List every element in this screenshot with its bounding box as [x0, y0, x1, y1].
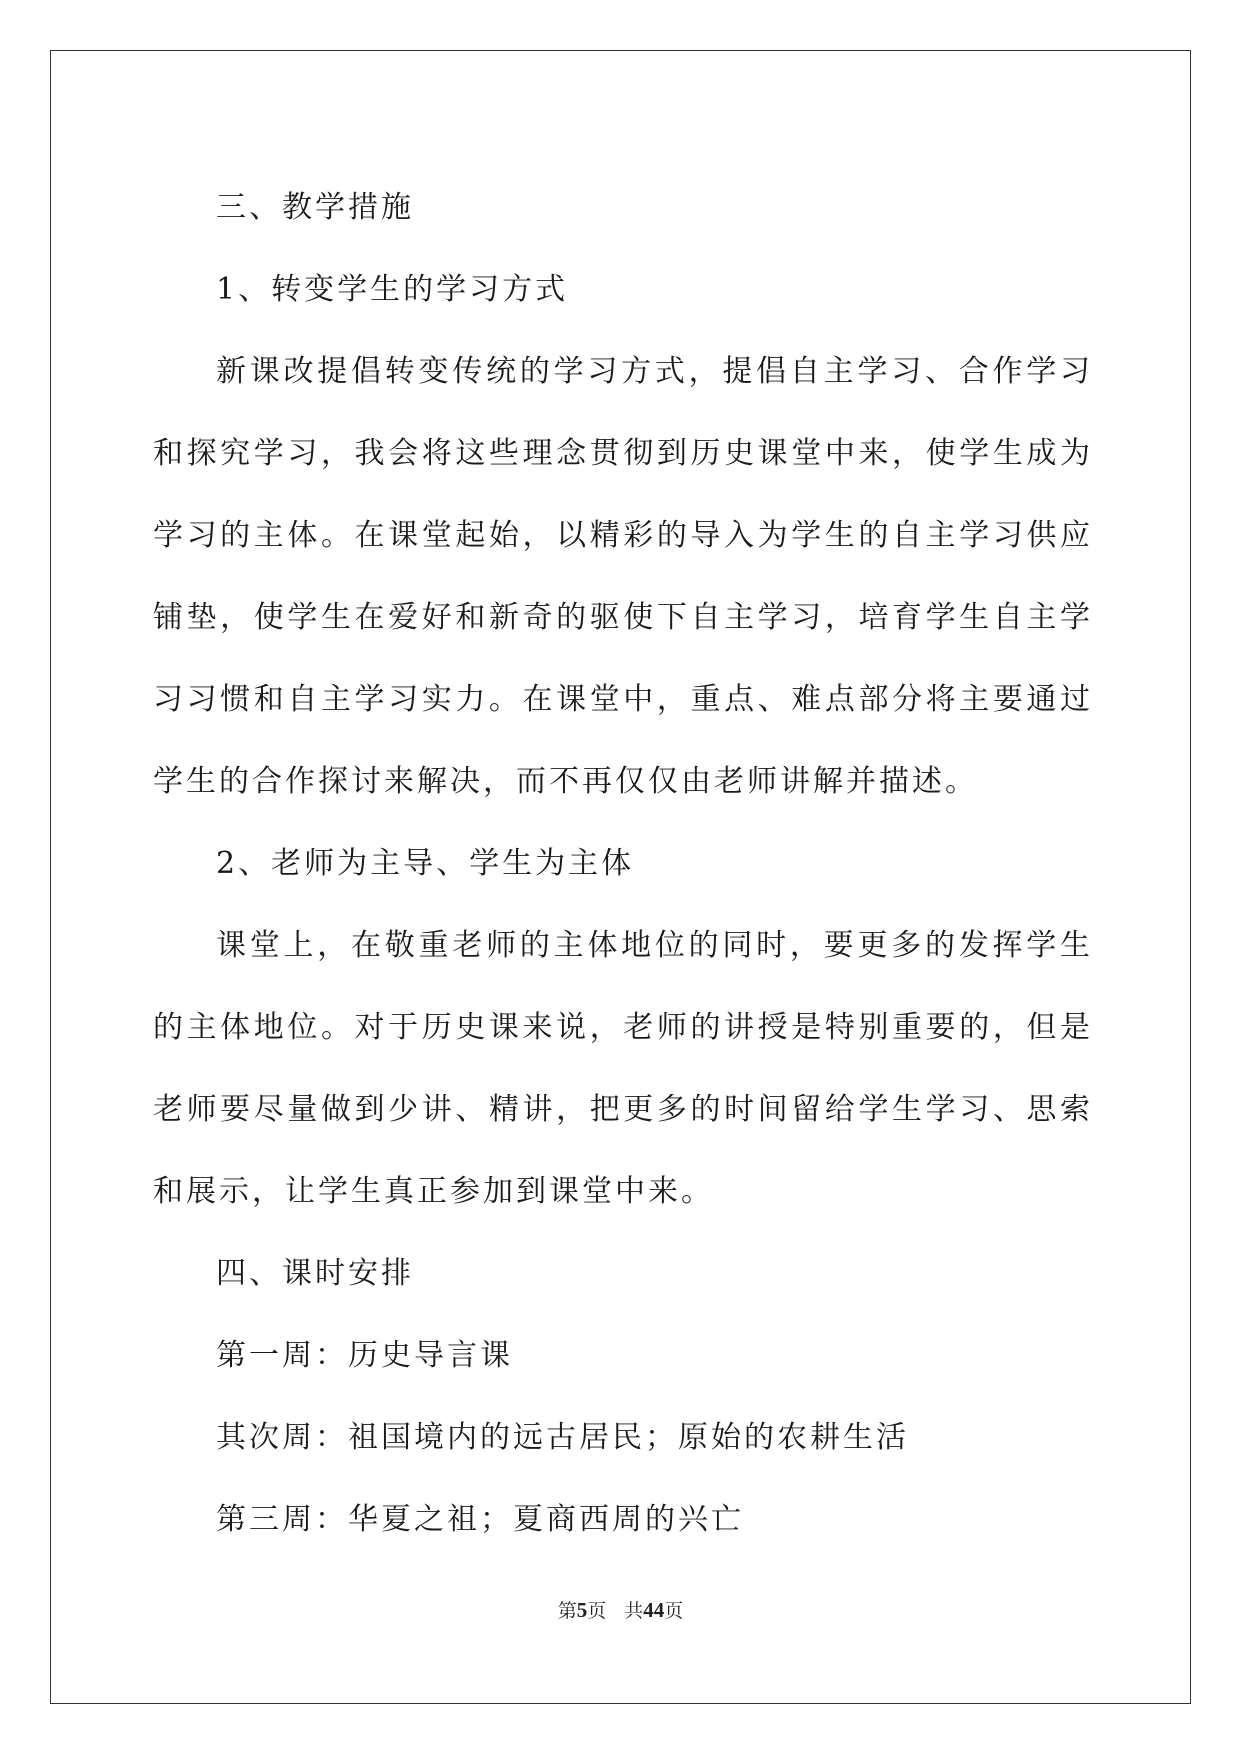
subheading-teacher-student-roles: 2、老师为主导、学生为主体 — [216, 846, 635, 881]
page-current-number: 5 — [576, 1598, 588, 1622]
schedule-week-3: 第三周：华夏之祖；夏商西周的兴亡 — [216, 1502, 744, 1537]
section-heading-teaching-measures: 三、教学措施 — [216, 190, 414, 225]
page-total-number: 44 — [643, 1598, 665, 1622]
total-prefix: 共 — [624, 1600, 644, 1622]
schedule-week-1: 第一周：历史导言课 — [216, 1338, 513, 1373]
document-body — [153, 167, 1093, 1561]
total-suffix: 页 — [664, 1600, 684, 1622]
page-prefix: 第 — [557, 1600, 577, 1622]
subheading-learning-method: 1、转变学生的学习方式 — [216, 272, 569, 307]
page-footer — [0, 1596, 1241, 1623]
page-suffix: 页 — [587, 1600, 607, 1622]
paragraph-learning-method: 新课改提倡转变传统的学习方式，提倡自主学习、合作学习和探究学习，我会将这些理念贯彻到历史课堂中来，使学生成为学习的主体。在课堂起始，以精彩的导入为学生的自主学习供应铺垫，使学生在爱好和新奇的驱使下自主学习，培育学生自主学习习惯和自主学习实力。在课堂中，重点、难点部分将主要通过学生的合作探讨来解决，而不再仅仅由老师讲解并描述。 — [153, 354, 1093, 799]
schedule-week-2: 其次周：祖国境内的远古居民；原始的农耕生活 — [216, 1420, 909, 1455]
paragraph-teacher-student-roles: 课堂上，在敬重老师的主体地位的同时，要更多的发挥学生的主体地位。对于历史课来说，老师的讲授是特别重要的，但是老师要尽量做到少讲、精讲，把更多的时间留给学生学习、思索和展示，让学生真正参加到课堂中来。 — [153, 928, 1093, 1209]
section-heading-schedule: 四、课时安排 — [216, 1256, 414, 1291]
